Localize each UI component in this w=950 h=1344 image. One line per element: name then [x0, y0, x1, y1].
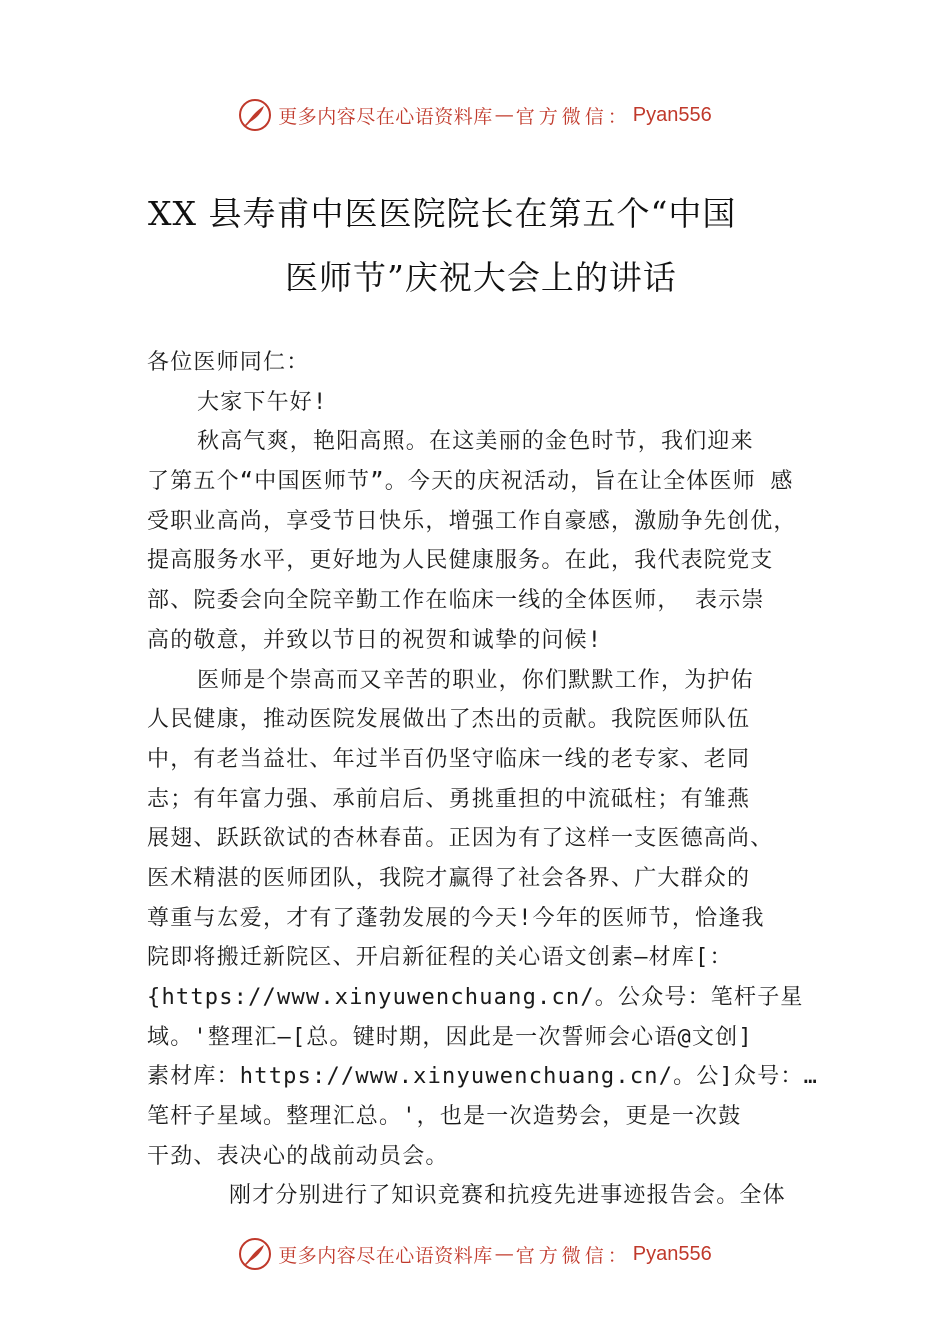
paragraph-line: 部、院委会向全院辛勤工作在临床一线的全体医师， 表示崇	[147, 588, 765, 614]
brand-text: 更多内容尽在心语资料库	[278, 105, 493, 128]
footer-banner	[0, 1234, 950, 1274]
paragraph-line: {https://www.xinyuwenchuang.cn/。公众号：笔杆子星	[147, 985, 804, 1010]
paragraph-line: 人民健康，推动医院发展做出了杰出的贡献。我院医师队伍	[147, 707, 751, 733]
document-title	[148, 182, 808, 310]
header-banner	[0, 95, 950, 135]
paragraph-line: 高的敬意，并致以节日的祝贺和诚挚的问候!	[147, 627, 603, 653]
paragraph-line: 域。'整理汇—[总。键时期，因此是一次誓师会心语@文创]	[147, 1024, 753, 1050]
wechat-label: 官方微信：	[515, 1244, 631, 1267]
paragraph-line: 笔杆子星域。整理汇总。'，也是一次造势会，更是一次鼓	[147, 1104, 742, 1130]
paragraph-line: 尊重与厷爱，才有了蓬勃发展的今天!今年的医师节，恰逢我	[147, 905, 765, 931]
paragraph-line: 素材库：https://www.xinyuwenchuang.cn/。公]众号：…	[147, 1064, 819, 1090]
document-body	[147, 343, 832, 1216]
feather-quill-icon	[238, 1237, 272, 1271]
paragraph-line: 秋高气爽，艳阳高照。在这美丽的金色时节，我们迎来	[197, 429, 754, 455]
paragraph-line: 中，有老当益壮、年过半百仍坚守临床一线的老专家、老同	[147, 746, 751, 772]
wechat-account: Pyan556	[632, 103, 712, 126]
banner-dash: —	[494, 1243, 514, 1265]
paragraph-line: 刚才分别进行了知识竞赛和抗疫先进事迹报告会。全体	[229, 1183, 786, 1209]
wechat-account: Pyan556	[632, 1242, 712, 1265]
greeting: 大家下午好!	[197, 389, 328, 415]
paragraph-line: 受职业高尚，享受节日快乐，增强工作自豪感，激励争先创优，	[147, 508, 797, 534]
paragraph-line: 了第五个“中国医师节”。今天的庆祝活动，旨在让全体医师 感	[147, 469, 794, 495]
feather-quill-icon	[238, 98, 272, 132]
title-line-1: XX 县寿甫中医医院院长在第五个“中国	[148, 194, 737, 233]
paragraph-line: 干劲、表决心的战前动员会。	[147, 1143, 449, 1169]
paragraph-line: 医师是个崇高而又辛苦的职业，你们默默工作，为护佑	[197, 667, 754, 693]
salutation: 各位医师同仁：	[147, 350, 310, 375]
wechat-label: 官方微信：	[515, 105, 631, 128]
paragraph-line: 展翅、跃跃欲试的杏林春苗。正因为有了这样一支医德高尚、	[147, 826, 774, 852]
paragraph-line: 志；有年富力强、承前启后、勇挑重担的中流砥柱；有雏燕	[147, 786, 751, 812]
banner-dash: —	[494, 104, 514, 126]
paragraph-line: 院即将搬迁新院区、开启新征程的关心语文创素—材库[：	[147, 945, 733, 971]
brand-text: 更多内容尽在心语资料库	[278, 1244, 493, 1267]
title-line-2: 医师节”庆祝大会上的讲话	[285, 258, 677, 297]
paragraph-line: 提高服务水平，更好地为人民健康服务。在此，我代表院党支	[147, 548, 774, 574]
paragraph-line: 医术精湛的医师团队，我院才赢得了社会各界、广大群众的	[147, 865, 751, 891]
